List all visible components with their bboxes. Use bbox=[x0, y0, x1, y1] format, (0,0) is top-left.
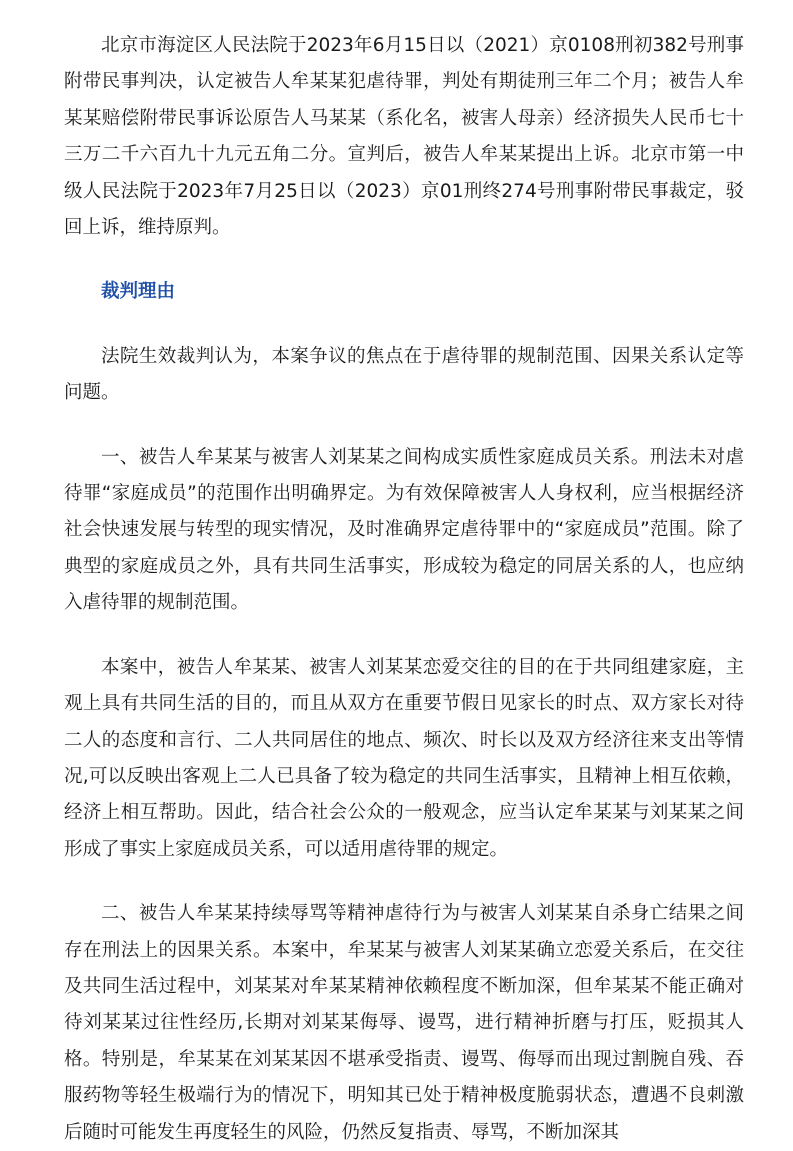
paragraph-family-member-relationship: 一、被告人牟某某与被害人刘某某之间构成实质性家庭成员关系。刑法未对虐待罪“家庭成员”的范围作出明确界定。为有效保障被害人人身权利，应当根据经济社会快速发展与转型的现实情况，及时准确界定虐待罪中的“家庭成员”范围。除了典型的家庭成员之外，具有共同生活事实，形成较为稳定的同居关系的人，也应纳入虐待罪的规制范围。 bbox=[64, 446, 744, 614]
paragraph-focus-of-dispute: 法院生效裁判认为，本案争议的焦点在于虐待罪的规制范围、因果关系认定等问题。 bbox=[64, 345, 744, 404]
document-page bbox=[64, 28, 744, 1151]
paragraph-causation: 二、被告人牟某某持续辱骂等精神虐待行为与被害人刘某某自杀身亡结果之间存在刑法上的因果关系。本案中，牟某某与被害人刘某某确立恋爱关系后，在交往及共同生活过程中，刘某某对牟某某精神依赖程度不断加深，但牟某某不能正确对待刘某某过往性经历,长期对刘某某侮辱、谩骂，进行精神折磨与打压，贬损其人格。特别是，牟某某在刘某某因不堪承受指责、谩骂、侮辱而出现过割腕自残、吞服药物等轻生极端行为的情况下，明知其已处于精神极度脆弱状态，遭遇不良刺激后随时可能发生再度轻生的风险，仍然反复指责、辱骂，不断加深其 bbox=[64, 903, 744, 1143]
paragraph-case-facts: 本案中，被告人牟某某、被害人刘某某恋爱交往的目的在于共同组建家庭，主观上具有共同生活的目的，而且从双方在重要节假日见家长的时点、双方家长对待二人的态度和言行、二人共同居住的地点、频次、时长以及双方经济往来支出等情况,可以反映出客观上二人已具备了较为稳定的共同生活事实，且精神上相互依赖，经济上相互帮助。因此，结合社会公众的一般观念，应当认定牟某某与刘某某之间形成了事实上家庭成员关系，可以适用虐待罪的规定。 bbox=[64, 656, 744, 860]
paragraph-judgment-history: 北京市海淀区人民法院于2023年6月15日以（2021）京0108刑初382号刑事附带民事判决，认定被告人牟某某犯虐待罪，判处有期徒刑三年二个月；被告人牟某某赔偿附带民事诉讼原告人马某某（系化名，被害人母亲）经济损失人民币七十三万二千六百九十九元五角二分。宣判后，被告人牟某某提出上诉。北京市第一中级人民法院于2023年7月25日以（2023）京01刑终274号刑事附带民事裁定，驳回上诉，维持原判。 bbox=[64, 35, 744, 239]
section-heading-reasons: 裁判理由 bbox=[101, 281, 176, 303]
